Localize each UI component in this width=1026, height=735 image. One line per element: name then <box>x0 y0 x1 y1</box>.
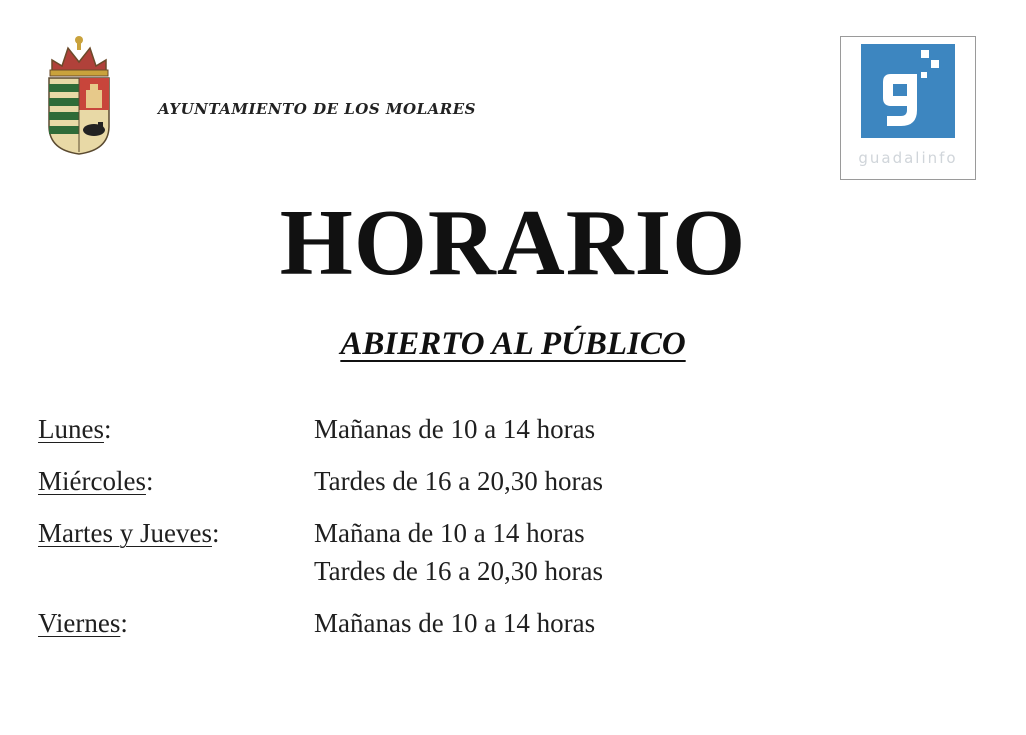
schedule-time: Mañanas de 10 a 14 horas <box>314 414 596 444</box>
schedule-day: Miércoles: <box>38 466 154 496</box>
guadalinfo-logo <box>840 36 976 180</box>
subtitle-text: ABIERTO AL PÚBLICO <box>340 326 686 362</box>
schedule-list <box>38 410 798 656</box>
schedule-day: Viernes: <box>38 608 128 638</box>
page-title: HORARIO <box>279 191 747 295</box>
schedule-times <box>314 514 603 590</box>
guadalinfo-g-icon <box>861 44 955 138</box>
schedule-time: Tardes de 16 a 20,30 horas <box>314 466 604 496</box>
schedule-row <box>38 604 798 642</box>
page-subtitle <box>0 326 1026 363</box>
schedule-time: Tardes de 16 a 20,30 horas <box>314 556 604 586</box>
schedule-row <box>38 410 798 448</box>
schedule-time: Mañanas de 10 a 14 horas <box>314 608 596 638</box>
logo-text: guadalinfo <box>858 149 958 167</box>
schedule-day: Martes y Jueves: <box>38 518 220 548</box>
schedule-row <box>38 514 798 590</box>
schedule-times <box>314 462 603 500</box>
council-name: AYUNTAMIENTO DE LOS MOLARES <box>158 100 477 118</box>
schedule-times <box>314 604 595 642</box>
schedule-row <box>38 462 798 500</box>
schedule-day: Lunes: <box>38 414 112 444</box>
coat-of-arms-icon <box>44 34 114 156</box>
schedule-time: Mañana de 10 a 14 horas <box>314 518 585 548</box>
schedule-times <box>314 410 595 448</box>
